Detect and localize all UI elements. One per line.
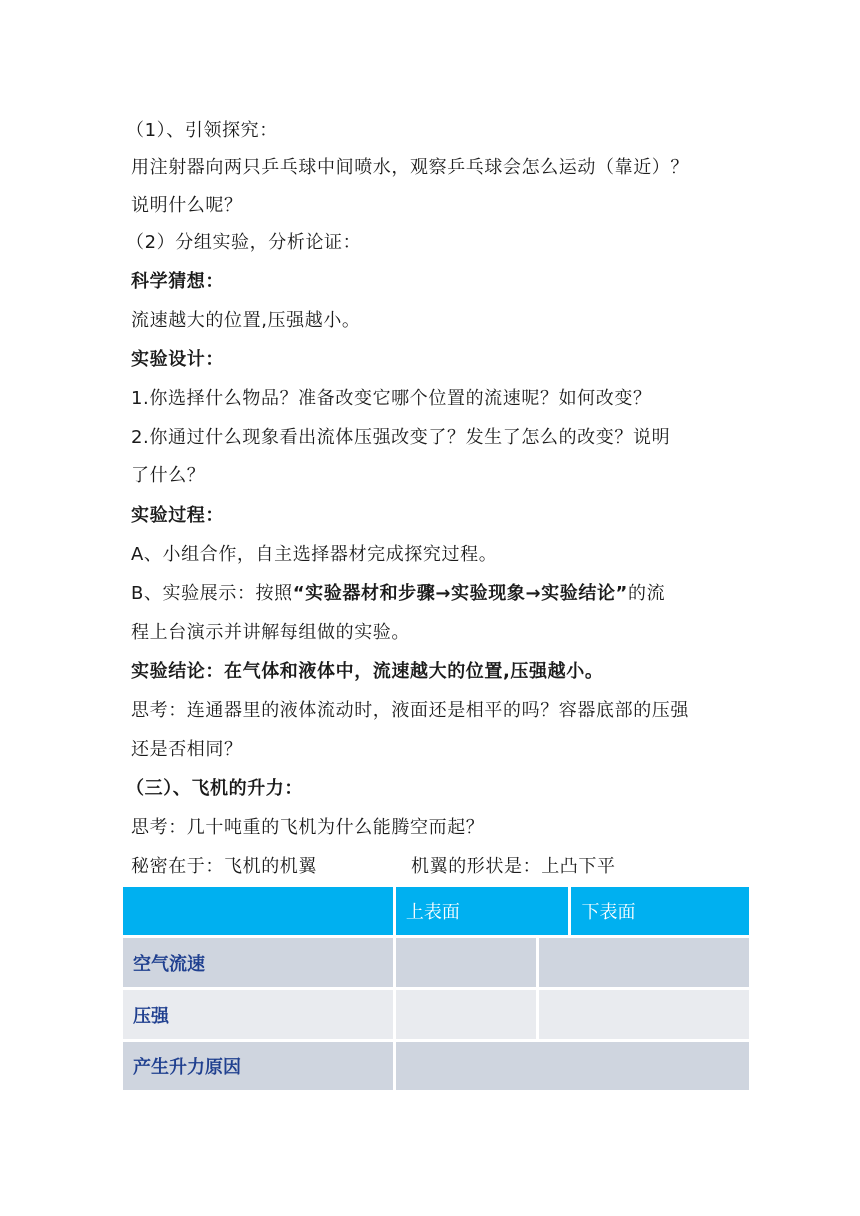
text-emphasis: “实验器材和步骤→实验现象→实验结论” <box>292 583 628 604</box>
table-cell <box>396 938 536 987</box>
table-row <box>123 1042 749 1090</box>
heading-hypothesis: 科学猜想： <box>131 271 224 292</box>
table-header-cell: 下表面 <box>571 887 749 935</box>
text-line <box>131 856 616 878</box>
table-cell <box>539 990 749 1039</box>
text-segment: 秘密在于：飞机的机翼 <box>131 856 317 877</box>
heading-group-experiment: （2）分组实验，分析论证： <box>126 232 362 253</box>
table-row <box>123 990 749 1039</box>
text-line: 思考：几十吨重的飞机为什么能腾空而起？ <box>131 817 485 838</box>
table-cell <box>539 938 749 987</box>
table-header-cell: 上表面 <box>396 887 569 935</box>
text-segment: 机翼的形状是：上凸下平 <box>411 856 616 877</box>
table-cell <box>396 1042 749 1090</box>
table-row <box>123 938 749 987</box>
text-line: 程上台演示并讲解每组做的实验。 <box>131 622 410 643</box>
heading-process: 实验过程： <box>131 505 224 526</box>
lift-table <box>120 884 752 1093</box>
row-label: 空气流速 <box>123 938 393 987</box>
row-label: 压强 <box>123 990 393 1039</box>
text-line <box>131 583 665 605</box>
table-cell <box>396 990 536 1039</box>
heading-design: 实验设计： <box>131 349 224 370</box>
text-line: 1.你选择什么物品？准备改变它哪个位置的流速呢？如何改变？ <box>131 388 652 409</box>
text-line: 了什么？ <box>131 465 206 486</box>
heading-guided-inquiry: （1）、引领探究： <box>126 120 278 141</box>
text-line: 说明什么呢？ <box>131 195 243 216</box>
text-line: 用注射器向两只乒乓球中间喷水，观察乒乓球会怎么运动（靠近）？ <box>131 157 689 178</box>
text-segment: B、实验展示：按照 <box>131 583 293 604</box>
text-segment: 的流 <box>627 583 666 604</box>
text-line: 流速越大的位置,压强越小。 <box>131 310 361 331</box>
text-line: 思考：连通器里的液体流动时，液面还是相平的吗？容器底部的压强 <box>131 700 689 721</box>
table-header-cell <box>123 887 393 935</box>
text-line: 还是否相同？ <box>131 739 243 760</box>
text-line: 2.你通过什么现象看出流体压强改变了？发生了怎么的改变？说明 <box>131 427 671 448</box>
row-label: 产生升力原因 <box>123 1042 393 1090</box>
text-line: A、小组合作，自主选择器材完成探究过程。 <box>131 544 498 565</box>
heading-lift: （三）、飞机的升力： <box>126 778 303 799</box>
table-header-row <box>123 887 749 935</box>
heading-conclusion: 实验结论：在气体和液体中，流速越大的位置,压强越小。 <box>131 661 604 682</box>
